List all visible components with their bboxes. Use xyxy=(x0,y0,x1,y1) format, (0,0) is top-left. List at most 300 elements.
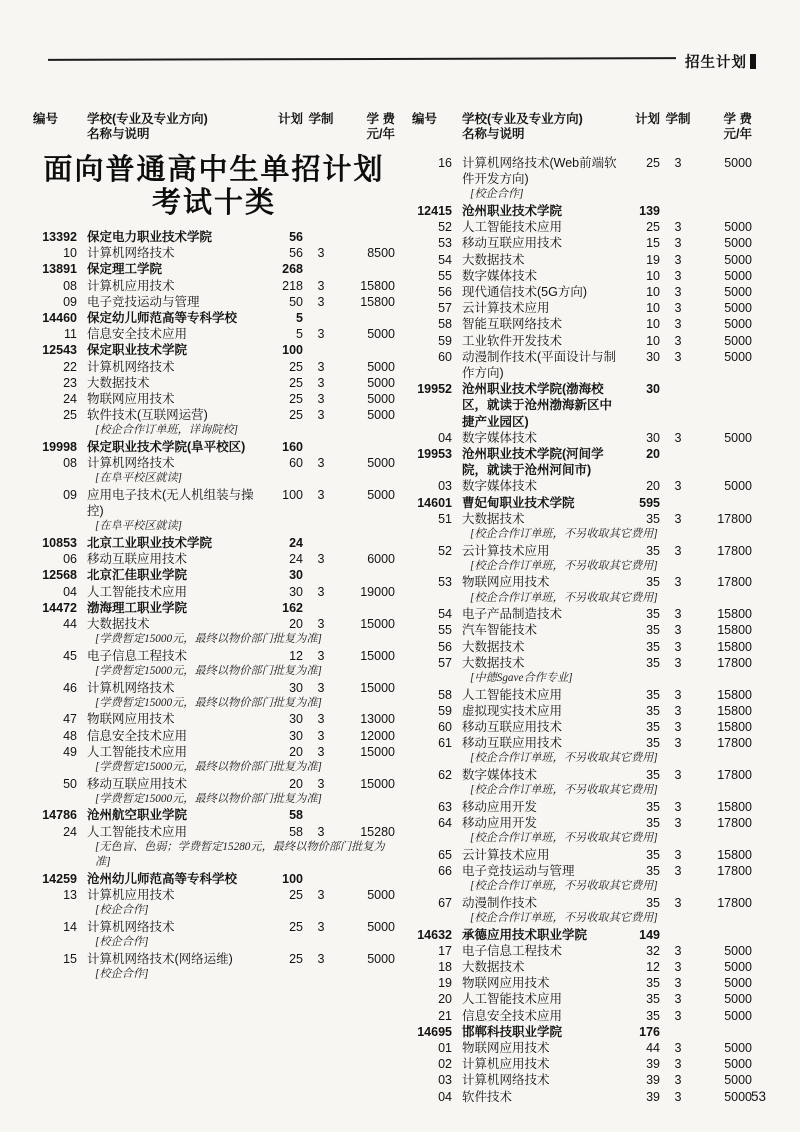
row-name: 计算机网络技术 xyxy=(87,246,175,261)
row-years: 3 xyxy=(674,1008,682,1023)
row-fee: 15000 xyxy=(360,744,395,759)
school-row xyxy=(412,203,752,219)
row-no: 15 xyxy=(63,951,77,966)
major-row xyxy=(33,648,395,664)
row-name: 数字媒体技术 xyxy=(462,268,538,283)
row-fee: 17800 xyxy=(717,543,752,558)
row-fee: 5000 xyxy=(367,456,395,471)
row-name: 计算机应用技术 xyxy=(87,278,175,293)
row-fee: 17800 xyxy=(717,816,752,831)
row-name: 电子信息工程技术 xyxy=(87,648,188,663)
header-rule xyxy=(48,57,676,61)
row-plan: 30 xyxy=(646,349,660,364)
row-fee: 5000 xyxy=(724,236,752,251)
row-no: 12568 xyxy=(42,568,77,583)
row-no: 59 xyxy=(438,703,452,718)
note-row xyxy=(412,559,752,575)
row-name: 大数据技术 xyxy=(87,375,150,390)
major-row xyxy=(412,235,752,251)
school-row xyxy=(412,446,752,478)
row-fee: 15000 xyxy=(360,776,395,791)
note-row xyxy=(33,935,395,951)
row-years: 3 xyxy=(317,584,325,599)
row-no: 48 xyxy=(63,728,77,743)
school-row xyxy=(412,927,752,943)
col-header-years: 学制 xyxy=(665,112,691,126)
row-plan: 35 xyxy=(646,655,660,670)
row-note: [校企合作订单班，详询院校] xyxy=(95,424,238,437)
row-fee: 5000 xyxy=(367,408,395,423)
row-name: 电子产品制造技术 xyxy=(462,607,563,622)
row-no: 12415 xyxy=(417,204,452,218)
row-name: 计算机网络技术 xyxy=(87,920,175,935)
row-fee: 15800 xyxy=(717,639,752,654)
school-row xyxy=(33,871,395,887)
row-no: 53 xyxy=(438,236,452,251)
row-name: 电子竞技运动与管理 xyxy=(462,864,575,879)
major-row xyxy=(33,245,395,261)
school-row xyxy=(33,535,395,551)
major-row xyxy=(33,887,395,903)
note-row xyxy=(33,792,395,808)
row-plan: 35 xyxy=(646,992,660,1007)
note-row xyxy=(412,879,752,895)
row-name: 汽车智能技术 xyxy=(462,623,538,638)
major-row xyxy=(33,680,395,696)
row-note: [学费暂定15000元，最终以物价部门批复为准] xyxy=(95,792,322,805)
row-name: 信息安全技术应用 xyxy=(462,1008,563,1023)
row-plan: 35 xyxy=(646,976,660,991)
row-years: 3 xyxy=(674,943,682,958)
major-row xyxy=(33,278,395,294)
row-years: 3 xyxy=(674,1057,682,1072)
row-note: [校企合作] xyxy=(95,968,149,981)
row-years: 3 xyxy=(674,1073,682,1088)
row-no: 11 xyxy=(64,327,77,342)
row-years: 3 xyxy=(317,488,325,503)
row-note: [校企合作订单班，不另收取其它费用] xyxy=(470,880,658,893)
row-no: 66 xyxy=(438,864,452,879)
row-no: 55 xyxy=(438,623,452,638)
row-name: 沧州职业技术学院(渤海校区，就读于沧州渤海新区中捷产业园区) xyxy=(462,382,613,429)
major-row xyxy=(33,407,395,423)
row-plan: 139 xyxy=(639,204,660,218)
page-title-line1: 面向普通高中生单招计划 xyxy=(43,154,385,186)
row-no: 52 xyxy=(438,543,452,558)
row-fee: 17800 xyxy=(717,511,752,526)
row-fee: 5000 xyxy=(724,333,752,348)
major-row xyxy=(412,622,752,638)
school-row xyxy=(412,381,752,430)
row-note: [校企合作订单班，不另收取其它费用] xyxy=(470,528,658,541)
row-fee: 15800 xyxy=(717,607,752,622)
row-name: 沧州航空职业学院 xyxy=(87,808,188,823)
row-name: 云计算技术应用 xyxy=(462,301,550,316)
row-no: 24 xyxy=(63,392,77,407)
row-name: 智能互联网络技术 xyxy=(462,317,563,332)
row-plan: 35 xyxy=(646,575,660,590)
row-plan: 20 xyxy=(289,617,303,632)
row-name: 物联网应用技术 xyxy=(462,976,550,991)
row-fee: 5000 xyxy=(724,156,752,170)
row-plan: 56 xyxy=(289,230,303,244)
row-no: 67 xyxy=(438,895,452,910)
row-name: 信息安全技术应用 xyxy=(87,728,188,743)
row-plan: 30 xyxy=(289,712,303,727)
row-name: 云计算技术应用 xyxy=(462,543,550,558)
row-no: 63 xyxy=(438,799,452,814)
row-plan: 30 xyxy=(646,382,660,397)
row-plan: 218 xyxy=(282,278,303,293)
row-note: [校企合作] xyxy=(470,188,524,201)
row-no: 16 xyxy=(438,156,452,170)
row-no: 58 xyxy=(438,317,452,332)
row-no: 10853 xyxy=(42,536,77,551)
school-row xyxy=(33,229,395,245)
row-fee: 6000 xyxy=(367,552,395,567)
row-name: 北京工业职业技术学院 xyxy=(87,536,213,551)
row-name: 邯郸科技职业学院 xyxy=(462,1024,563,1039)
row-name: 移动应用开发 xyxy=(462,799,538,814)
row-fee: 17800 xyxy=(717,736,752,751)
row-fee: 5000 xyxy=(724,1008,752,1023)
school-row xyxy=(33,261,395,277)
row-fee: 5000 xyxy=(724,992,752,1007)
row-fee: 15800 xyxy=(717,623,752,638)
row-no: 19 xyxy=(438,976,452,991)
note-row xyxy=(412,591,752,607)
row-no: 19952 xyxy=(417,382,452,397)
row-no: 64 xyxy=(438,816,452,831)
row-note: [学费暂定15000元，最终以物价部门批复为准] xyxy=(95,761,322,774)
row-no: 13 xyxy=(63,888,77,903)
row-name: 数字媒体技术 xyxy=(462,479,538,494)
row-no: 46 xyxy=(63,680,77,695)
row-years: 3 xyxy=(674,655,682,670)
row-years: 3 xyxy=(674,1089,682,1104)
major-row xyxy=(412,155,752,187)
row-no: 22 xyxy=(63,359,77,374)
row-no: 65 xyxy=(438,847,452,862)
row-plan: 160 xyxy=(282,440,303,455)
row-fee: 15800 xyxy=(717,847,752,862)
row-fee: 5000 xyxy=(367,920,395,935)
major-row xyxy=(412,1008,752,1024)
row-no: 13891 xyxy=(42,262,77,277)
row-name: 保定职业技术学院(阜平校区) xyxy=(87,440,246,455)
row-no: 06 xyxy=(63,552,77,567)
major-row xyxy=(412,1056,752,1072)
row-no: 09 xyxy=(63,488,77,503)
major-row xyxy=(412,1089,752,1105)
row-name: 大数据技术 xyxy=(462,511,525,526)
row-years: 3 xyxy=(674,511,682,526)
row-years: 3 xyxy=(674,639,682,654)
row-fee: 5000 xyxy=(724,1057,752,1072)
row-years: 3 xyxy=(674,768,682,783)
row-fee: 5000 xyxy=(367,888,395,903)
row-years: 3 xyxy=(674,479,682,494)
major-row xyxy=(33,728,395,744)
major-row xyxy=(412,639,752,655)
row-name: 保定电力职业技术学院 xyxy=(87,230,213,244)
row-plan: 176 xyxy=(639,1024,660,1039)
row-name: 计算机网络技术 xyxy=(462,1073,550,1088)
row-plan: 25 xyxy=(289,888,303,903)
row-note: [学费暂定15000元，最终以物价部门批复为准] xyxy=(95,633,322,646)
row-name: 移动应用开发 xyxy=(462,816,538,831)
row-fee: 5000 xyxy=(724,960,752,975)
row-plan: 100 xyxy=(282,488,303,503)
row-no: 61 xyxy=(438,736,452,751)
brand-bar-icon xyxy=(750,54,756,69)
row-name: 移动互联应用技术 xyxy=(462,720,563,735)
row-years: 3 xyxy=(317,327,325,342)
row-years: 3 xyxy=(317,359,325,374)
row-fee: 5000 xyxy=(724,479,752,494)
col-header-plan: 计划 xyxy=(634,112,660,126)
note-row xyxy=(33,903,395,919)
row-fee: 15800 xyxy=(360,294,395,309)
row-name: 沧州职业技术学院 xyxy=(462,204,563,218)
row-name: 移动互联应用技术 xyxy=(462,736,563,751)
row-note: [学费暂定15000元，最终以物价部门批复为准] xyxy=(95,696,322,709)
row-plan: 56 xyxy=(289,246,303,261)
major-row xyxy=(412,316,752,332)
row-no: 13392 xyxy=(42,230,77,244)
row-name: 物联网应用技术 xyxy=(87,712,175,727)
row-fee: 17800 xyxy=(717,895,752,910)
row-no: 59 xyxy=(438,333,452,348)
major-row xyxy=(412,943,752,959)
col-header-no: 编号 xyxy=(412,112,438,126)
row-fee: 5000 xyxy=(724,430,752,445)
row-fee: 5000 xyxy=(724,976,752,991)
note-row xyxy=(33,471,395,487)
row-name: 云计算技术应用 xyxy=(462,847,550,862)
row-years: 3 xyxy=(317,648,325,663)
row-plan: 20 xyxy=(289,744,303,759)
major-row xyxy=(412,333,752,349)
row-name: 计算机网络技术(网络运维) xyxy=(87,951,233,966)
row-years: 3 xyxy=(317,408,325,423)
row-no: 51 xyxy=(438,511,452,526)
row-plan: 50 xyxy=(289,294,303,309)
note-row xyxy=(412,831,752,847)
row-fee: 5000 xyxy=(367,488,395,503)
row-no: 45 xyxy=(63,648,77,663)
row-years: 3 xyxy=(674,220,682,235)
row-fee: 17800 xyxy=(717,655,752,670)
row-plan: 60 xyxy=(289,456,303,471)
row-plan: 5 xyxy=(296,327,303,342)
row-plan: 35 xyxy=(646,639,660,654)
row-note: [校企合作订单班，不另收取其它费用] xyxy=(470,912,658,925)
row-no: 58 xyxy=(438,687,452,702)
row-years: 3 xyxy=(317,920,325,935)
major-row xyxy=(412,975,752,991)
row-no: 04 xyxy=(438,1089,452,1104)
row-plan: 30 xyxy=(289,728,303,743)
row-name: 软件技术 xyxy=(462,1089,513,1104)
row-years: 3 xyxy=(674,285,682,300)
major-row xyxy=(33,776,395,792)
right-column xyxy=(412,112,752,1105)
row-name: 大数据技术 xyxy=(462,252,525,267)
major-row xyxy=(412,703,752,719)
row-plan: 12 xyxy=(646,960,660,975)
row-plan: 162 xyxy=(282,600,303,615)
row-name: 沧州幼儿师范高等专科学校 xyxy=(87,872,238,887)
row-fee: 5000 xyxy=(724,252,752,267)
row-plan: 25 xyxy=(646,220,660,235)
major-row xyxy=(412,863,752,879)
row-name: 计算机应用技术 xyxy=(87,888,175,903)
row-name: 虚拟现实技术应用 xyxy=(462,703,563,718)
row-plan: 25 xyxy=(289,951,303,966)
row-plan: 35 xyxy=(646,703,660,718)
row-name: 动漫制作技术 xyxy=(462,895,538,910)
row-name: 人工智能技术应用 xyxy=(462,687,563,702)
major-row xyxy=(33,294,395,310)
row-fee: 15000 xyxy=(360,617,395,632)
row-years: 3 xyxy=(674,575,682,590)
row-fee: 15800 xyxy=(717,703,752,718)
row-years: 3 xyxy=(674,703,682,718)
major-row xyxy=(412,543,752,559)
note-row xyxy=(412,187,752,203)
row-years: 3 xyxy=(674,992,682,1007)
major-row xyxy=(33,584,395,600)
row-plan: 35 xyxy=(646,847,660,862)
row-fee: 15280 xyxy=(360,824,395,839)
row-name: 沧州职业技术学院(河间学院，就读于沧州河间市) xyxy=(462,447,604,478)
major-row xyxy=(33,375,395,391)
major-row xyxy=(33,616,395,632)
row-note: [校企合作订单班，不另收取其它费用] xyxy=(470,559,658,572)
major-row xyxy=(33,455,395,471)
row-years: 3 xyxy=(674,895,682,910)
row-name: 物联网应用技术 xyxy=(87,392,175,407)
note-row xyxy=(33,840,395,871)
col-header-plan: 计划 xyxy=(277,112,303,126)
row-fee: 5000 xyxy=(724,317,752,332)
major-row xyxy=(412,655,752,671)
row-fee: 5000 xyxy=(367,375,395,390)
row-plan: 5 xyxy=(296,311,303,326)
row-no: 01 xyxy=(438,1041,452,1056)
row-name: 计算机应用技术 xyxy=(462,1057,550,1072)
row-plan: 20 xyxy=(646,479,660,494)
row-years: 3 xyxy=(674,687,682,702)
row-no: 08 xyxy=(63,278,77,293)
row-no: 18 xyxy=(438,960,452,975)
note-row xyxy=(412,527,752,543)
page-header-brand xyxy=(685,51,756,72)
row-name: 人工智能技术应用 xyxy=(87,824,188,839)
row-name: 人工智能技术应用 xyxy=(462,220,563,235)
row-no: 56 xyxy=(438,285,452,300)
row-years: 3 xyxy=(674,236,682,251)
row-fee: 5000 xyxy=(724,268,752,283)
row-fee: 19000 xyxy=(360,584,395,599)
row-fee: 5000 xyxy=(367,327,395,342)
row-years: 3 xyxy=(674,349,682,364)
left-column-rows xyxy=(33,229,395,983)
major-row xyxy=(412,511,752,527)
row-years: 3 xyxy=(674,799,682,814)
note-row xyxy=(412,911,752,927)
row-years: 3 xyxy=(674,720,682,735)
row-plan: 39 xyxy=(646,1057,660,1072)
row-fee: 5000 xyxy=(367,951,395,966)
col-header-years: 学制 xyxy=(308,112,334,126)
row-note: [无色盲、色弱；学费暂定15280元，最终以物价部门批复为准] xyxy=(95,840,385,869)
row-no: 54 xyxy=(438,252,452,267)
note-row xyxy=(33,632,395,648)
row-no: 04 xyxy=(438,430,452,445)
row-name: 现代通信技术(5G方向) xyxy=(462,285,588,300)
row-no: 57 xyxy=(438,301,452,316)
right-column-rows xyxy=(412,155,752,1105)
row-plan: 10 xyxy=(646,301,660,316)
major-row xyxy=(412,991,752,1007)
major-row xyxy=(33,391,395,407)
major-row xyxy=(412,719,752,735)
row-note: [校企合作] xyxy=(95,936,149,949)
row-years: 3 xyxy=(317,776,325,791)
row-years: 3 xyxy=(674,960,682,975)
major-row xyxy=(412,847,752,863)
row-name: 移动互联应用技术 xyxy=(87,776,188,791)
row-no: 57 xyxy=(438,655,452,670)
row-no: 49 xyxy=(63,744,77,759)
note-row xyxy=(412,751,752,767)
row-name: 渤海理工职业学院 xyxy=(87,600,188,615)
row-no: 56 xyxy=(438,639,452,654)
row-no: 21 xyxy=(438,1008,452,1023)
row-fee: 15800 xyxy=(717,799,752,814)
row-plan: 35 xyxy=(646,768,660,783)
row-note: [校企合作订单班，不另收取其它费用] xyxy=(470,832,658,845)
row-fee: 15800 xyxy=(717,720,752,735)
row-plan: 10 xyxy=(646,317,660,332)
page-title xyxy=(33,154,395,220)
row-plan: 25 xyxy=(289,392,303,407)
row-note: [校企合作订单班，不另收取其它费用] xyxy=(470,784,658,797)
row-name: 移动互联应用技术 xyxy=(462,236,563,251)
major-row xyxy=(412,219,752,235)
row-fee: 17800 xyxy=(717,575,752,590)
row-years: 3 xyxy=(317,824,325,839)
row-plan: 15 xyxy=(646,236,660,251)
row-note: [校企合作] xyxy=(95,904,149,917)
row-plan: 30 xyxy=(289,584,303,599)
row-years: 3 xyxy=(317,712,325,727)
row-fee: 12000 xyxy=(360,728,395,743)
major-row xyxy=(412,349,752,381)
row-name: 曹妃甸职业技术学院 xyxy=(462,495,575,510)
row-name: 计算机网络技术 xyxy=(87,456,175,471)
row-no: 55 xyxy=(438,268,452,283)
row-name: 保定幼儿师范高等专科学校 xyxy=(87,311,238,326)
row-name: 电子竞技运动与管理 xyxy=(87,294,200,309)
row-name: 大数据技术 xyxy=(462,960,525,975)
row-plan: 35 xyxy=(646,1008,660,1023)
left-column xyxy=(33,112,395,983)
major-row xyxy=(33,744,395,760)
row-plan: 35 xyxy=(646,736,660,751)
